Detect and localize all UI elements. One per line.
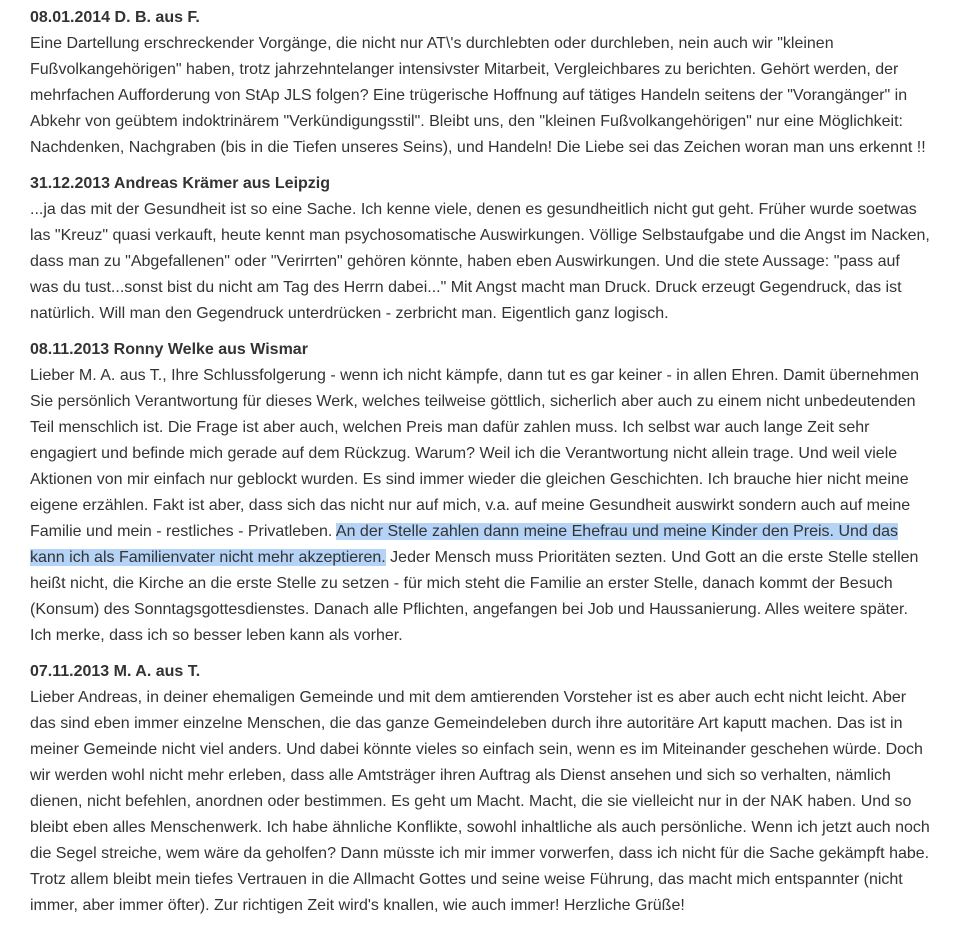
selected-text-highlight[interactable]: An der Stelle zahlen dann meine Ehefrau und meine Kinder den Preis. Und das kann ich als Familienvater nicht mehr akzeptieren. [30, 523, 899, 566]
guestbook-entry [30, 5, 932, 161]
guestbook-entries [30, 5, 932, 929]
entry-header: 31.12.2013 Andreas Krämer aus Leipzig [30, 175, 330, 192]
guestbook-entry [30, 659, 932, 919]
entry-text [30, 363, 932, 649]
entry-text: Eine Dartellung erschreckender Vorgänge, die nicht nur AT\'s durchlebten oder durchleben, nein auch wir "kleinen Fußvolkangehörigen" haben, trotz jahrzehntelanger intensivster Mitarbeit, Vergleichbares zu berichten. Gehört werden, der mehrfachen Aufforderung von StAp JLS folgen? Eine trügerische Hoffnung auf tätiges Handeln seitens der "Vorangänger" in Abkehr von geübtem indoktrinärem "Verkündigungsstil". Bleibt uns, den "kleinen Fußvolkangehörigen" nur eine Möglichkeit: Nachdenken, Nachgraben (bis in die Tiefen unseres Seins), und Handeln! Die Liebe sei das Zeichen woran man uns erkennt !! [30, 35, 926, 156]
entry-text: ...ja das mit der Gesundheit ist so eine Sache. Ich kenne viele, denen es gesundheitlich nicht gut geht. Früher wurde soetwas las "Kreuz" quasi verkauft, heute kennt man psychosomatische Auswirkungen. Völlige Selbstaufgabe und die Angst im Nacken, dass man zu "Abgefallenen" oder "Verirrten" gehören könnte, haben eben Auswirkungen. Und die stete Aussage: "pass auf was du tust...sonst bist du nicht am Tag des Herrn dabei..." Mit Angst macht man Druck. Druck erzeugt Gegendruck, das ist natürlich. Will man den Gegendruck unterdrücken - zerbricht man. Eigentlich ganz logisch. [30, 201, 930, 322]
entry-header: 07.11.2013 M. A. aus T. [30, 663, 201, 680]
guestbook-entry [30, 337, 932, 649]
guestbook-entry [30, 171, 932, 327]
entry-text-after-selection: Jeder Mensch muss Prioritäten sezten. Und Gott an die erste Stelle stellen heißt nicht, die Kirche an die erste Stelle zu setzen - für mich steht die Familie an erster Stelle, danach kommt der Besuch (Konsum) des Sonntagsgottesdienstes. Danach alle Pflichten, angefangen bei Job und Haussanierung. Alles weitere später. Ich merke, dass ich so besser leben kann als vorher. [30, 549, 919, 644]
entry-header: 08.01.2014 D. B. aus F. [30, 9, 200, 26]
entry-text-before-selection: Lieber M. A. aus T., Ihre Schlussfolgerung - wenn ich nicht kämpfe, dann tut es gar keiner - in allen Ehren. Damit übernehmen Sie persönlich Verantwortung für dieses Werk, welches teilweise göttlich, sicherlich aber auch zu einem nicht unbedeutenden Teil menschlich ist. Die Frage ist aber auch, welchen Preis man dafür zahlen muss. Ich selbst war auch lange Zeit sehr engagiert und befinde mich gerade auf dem Rückzug. Warum? Weil ich die Verantwortung nicht allein trage. Und weil viele Aktionen von mir einfach nur geblockt wurden. Es sind immer wieder die gleichen Geschichten. Ich brauche hier nicht meine eigene erzählen. Fakt ist aber, dass sich das nicht nur auf mich, v.a. auf meine Gesundheit auswirkt sondern auch auf meine Familie und mein - restliches - Privatleben. [30, 367, 920, 540]
entry-text: Lieber Andreas, in deiner ehemaligen Gemeinde und mit dem amtierenden Vorsteher ist es aber auch echt nicht leicht. Aber das sind eben immer einzelne Menschen, die das ganze Gemeindeleben durch ihre autoritäre Art kaputt machen. Das ist in meiner Gemeinde nicht viel anders. Und dabei könnte vieles so einfach sein, wenn es im Miteinander geschehen würde. Doch wir werden wohl nicht mehr erleben, dass alle Amtsträger ihren Auftrag als Dienst ansehen und sich so verhalten, nämlich dienen, nicht befehlen, anordnen oder bestimmen. Es geht um Macht. Macht, die sie vielleicht nur in der NAK haben. Und so bleibt eben alles Menschenwerk. Ich habe ähnliche Konflikte, sowohl inhaltliche als auch persönliche. Wenn ich jetzt auch noch die Segel streiche, wem wäre da geholfen? Dann müsste ich mir immer vorwerfen, dass ich nicht für die Sache gekämpft habe. Trotz allem bleibt mein tiefes Vertrauen in die Allmacht Gottes und seine weise Führung, das macht mich entspannter (nicht immer, aber immer öfter). Zur richtigen Zeit wird's knallen, wie auch immer! Herzliche Grüße! [30, 689, 930, 914]
entry-header: 08.11.2013 Ronny Welke aus Wismar [30, 341, 308, 358]
